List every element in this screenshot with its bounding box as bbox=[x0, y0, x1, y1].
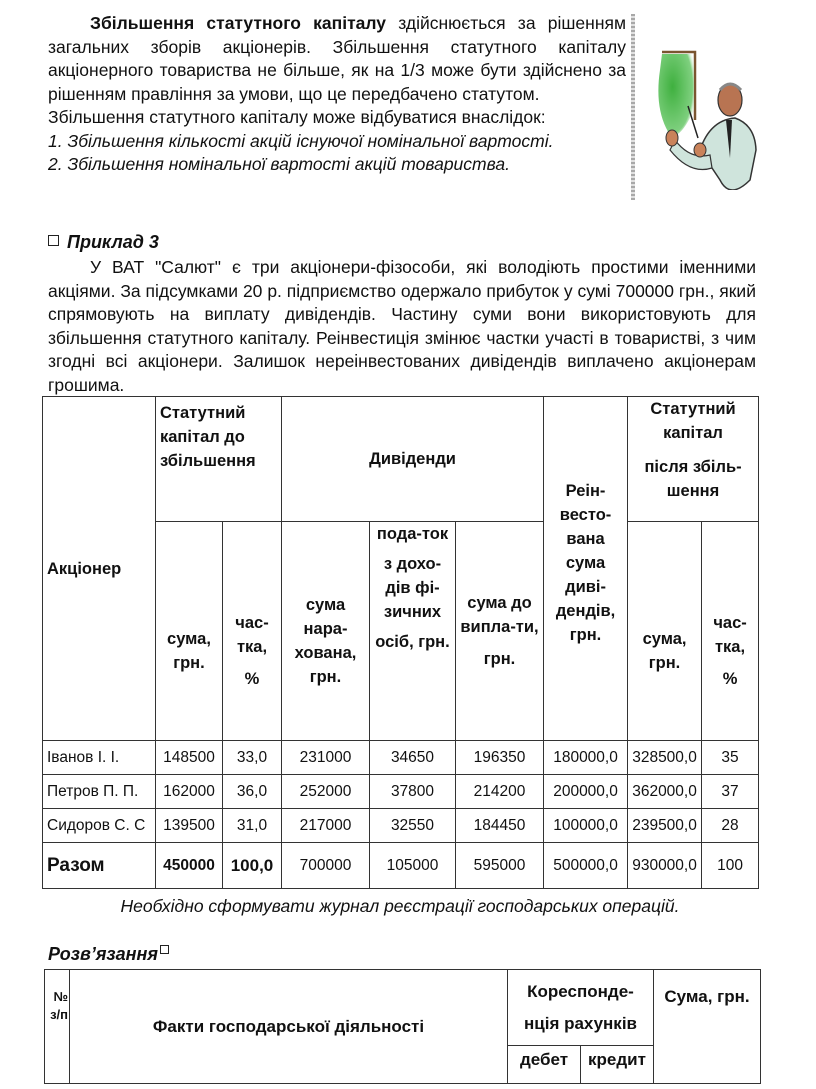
cause-item: 2. Збільшення номінальної вартості акцій товариства. bbox=[48, 154, 510, 174]
intro-lead-rest: здійснюється за рішенням загальних зборів акціонерів. Збільшення статутного капіталу акціонерного товариства не більше, як на 1/3 може бути здійснено за рішенням правління за умови, що це передбачено статутом. bbox=[48, 13, 626, 104]
header-dividends: Дивіденди bbox=[282, 397, 544, 522]
header-sum-after: сума, грн. bbox=[628, 522, 702, 741]
header-accrued: сума нара-хована, грн. bbox=[282, 522, 370, 741]
header-capital-after-line2: після збіль-шення bbox=[644, 458, 742, 500]
header-share-after bbox=[702, 522, 759, 741]
intro-lead: Збільшення статутного капіталу bbox=[90, 13, 387, 33]
cell-accrued: 252000 bbox=[282, 775, 370, 809]
header-facts: Факти господарської діяльності bbox=[70, 970, 508, 1084]
header-share-after-line2: % bbox=[722, 670, 738, 688]
header-share-after-line1: час-тка, bbox=[713, 614, 747, 656]
cell-tax: 37800 bbox=[370, 775, 456, 809]
cell-total-after-sum: 930000,0 bbox=[628, 843, 702, 889]
header-tax-line3: осіб, грн. bbox=[375, 633, 450, 651]
checkbox-square-icon bbox=[48, 235, 59, 246]
header-share-before-line1: час-тка, bbox=[235, 614, 269, 656]
example-title bbox=[48, 232, 159, 253]
header-number-line2: з/п bbox=[50, 1007, 68, 1022]
teacher-with-board-icon bbox=[640, 40, 790, 190]
cell-after-sum: 328500,0 bbox=[628, 741, 702, 775]
cell-tax: 34650 bbox=[370, 741, 456, 775]
cell-after-pct: 37 bbox=[702, 775, 759, 809]
cell-name: Сидоров С. С bbox=[43, 809, 156, 843]
cell-name: Петров П. П. bbox=[43, 775, 156, 809]
header-capital-before: Статутний капітал до збільшення bbox=[156, 397, 282, 522]
journal-table bbox=[44, 969, 761, 1084]
header-tax bbox=[370, 522, 456, 741]
header-credit: кредит bbox=[581, 1046, 654, 1084]
checkbox-square-icon bbox=[160, 945, 169, 954]
cell-total-cap-pct: 100,0 bbox=[223, 843, 282, 889]
header-tax-line2: з дохо-дів фі-зичних bbox=[383, 555, 442, 621]
header-correspondence: Кореспонде-нція рахунків bbox=[508, 970, 654, 1046]
causes-intro: Збільшення статутного капіталу може відбуватися внаслідок: bbox=[48, 107, 546, 127]
cell-total-tax: 105000 bbox=[370, 843, 456, 889]
header-payable-line2: грн. bbox=[483, 650, 516, 668]
cell-payable: 184450 bbox=[456, 809, 544, 843]
header-share-before bbox=[223, 522, 282, 741]
shareholders-table bbox=[42, 396, 759, 889]
cell-after-pct: 35 bbox=[702, 741, 759, 775]
header-payable bbox=[456, 522, 544, 741]
cell-accrued: 217000 bbox=[282, 809, 370, 843]
solution-title bbox=[48, 944, 169, 965]
header-reinvested: Реін-весто-вана сума диві-дендів, грн. bbox=[544, 397, 628, 741]
cell-total-accrued: 700000 bbox=[282, 843, 370, 889]
cell-after-sum: 362000,0 bbox=[628, 775, 702, 809]
table-row bbox=[43, 809, 759, 843]
cell-name: Іванов І. І. bbox=[43, 741, 156, 775]
cell-total-after-pct: 100 bbox=[702, 843, 759, 889]
decorative-border bbox=[631, 14, 635, 200]
cell-total-reinvested: 500000,0 bbox=[544, 843, 628, 889]
cell-tax: 32550 bbox=[370, 809, 456, 843]
header-capital-after-line1: Статутний капітал bbox=[650, 400, 736, 442]
cause-item: 1. Збільшення кількості акцій існуючої номінальної вартості. bbox=[48, 130, 554, 151]
header-debit: дебет bbox=[508, 1046, 581, 1084]
intro-text bbox=[48, 12, 626, 177]
header-tax-line1: пода-ток bbox=[376, 525, 449, 543]
cell-total-payable: 595000 bbox=[456, 843, 544, 889]
example-body bbox=[48, 256, 756, 397]
cell-cap-pct: 36,0 bbox=[223, 775, 282, 809]
cell-cap-sum: 139500 bbox=[156, 809, 223, 843]
cell-cap-sum: 162000 bbox=[156, 775, 223, 809]
cell-payable: 214200 bbox=[456, 775, 544, 809]
header-shareholder: Акціонер bbox=[43, 397, 156, 741]
header-capital-after bbox=[628, 397, 759, 522]
example-title-text: Приклад 3 bbox=[67, 232, 159, 252]
example-paragraph: У ВАТ "Салют" є три акціонери-фізособи, які володіють простими іменними акціями. За підсумками 20 р. підприємство одержало прибуток у сумі 700000 грн., який спрямовують на виплату дивідендів. Частину суми вони використовують для збільшення статутного капіталу. Реінвестиція змінює частки участі в товаристві, з чим згодні всі акціонери. Залишок нереінвестованих дивідендів виплачено акціонерам грошима. bbox=[48, 257, 756, 395]
cell-cap-pct: 31,0 bbox=[223, 809, 282, 843]
cell-cap-sum: 148500 bbox=[156, 741, 223, 775]
table-row bbox=[43, 775, 759, 809]
cell-after-pct: 28 bbox=[702, 809, 759, 843]
cell-reinvested: 100000,0 bbox=[544, 809, 628, 843]
header-sum-before: сума, грн. bbox=[156, 522, 223, 741]
cell-cap-pct: 33,0 bbox=[223, 741, 282, 775]
table-row bbox=[43, 741, 759, 775]
header-number-line1: № bbox=[53, 989, 68, 1004]
cell-payable: 196350 bbox=[456, 741, 544, 775]
header-amount: Сума, грн. bbox=[654, 970, 761, 1084]
cell-reinvested: 200000,0 bbox=[544, 775, 628, 809]
cell-total-cap-sum: 450000 bbox=[156, 843, 223, 889]
cell-after-sum: 239500,0 bbox=[628, 809, 702, 843]
task-note: Необхідно сформувати журнал реєстрації господарських операцій. bbox=[120, 896, 680, 916]
total-row bbox=[43, 843, 759, 889]
cell-total-label: Разом bbox=[43, 843, 156, 889]
cell-accrued: 231000 bbox=[282, 741, 370, 775]
header-number bbox=[45, 970, 70, 1084]
solution-title-text: Розв’язання bbox=[48, 944, 158, 964]
cell-reinvested: 180000,0 bbox=[544, 741, 628, 775]
header-payable-line1: сума до випла-ти, bbox=[460, 594, 539, 636]
header-share-before-line2: % bbox=[244, 670, 260, 688]
